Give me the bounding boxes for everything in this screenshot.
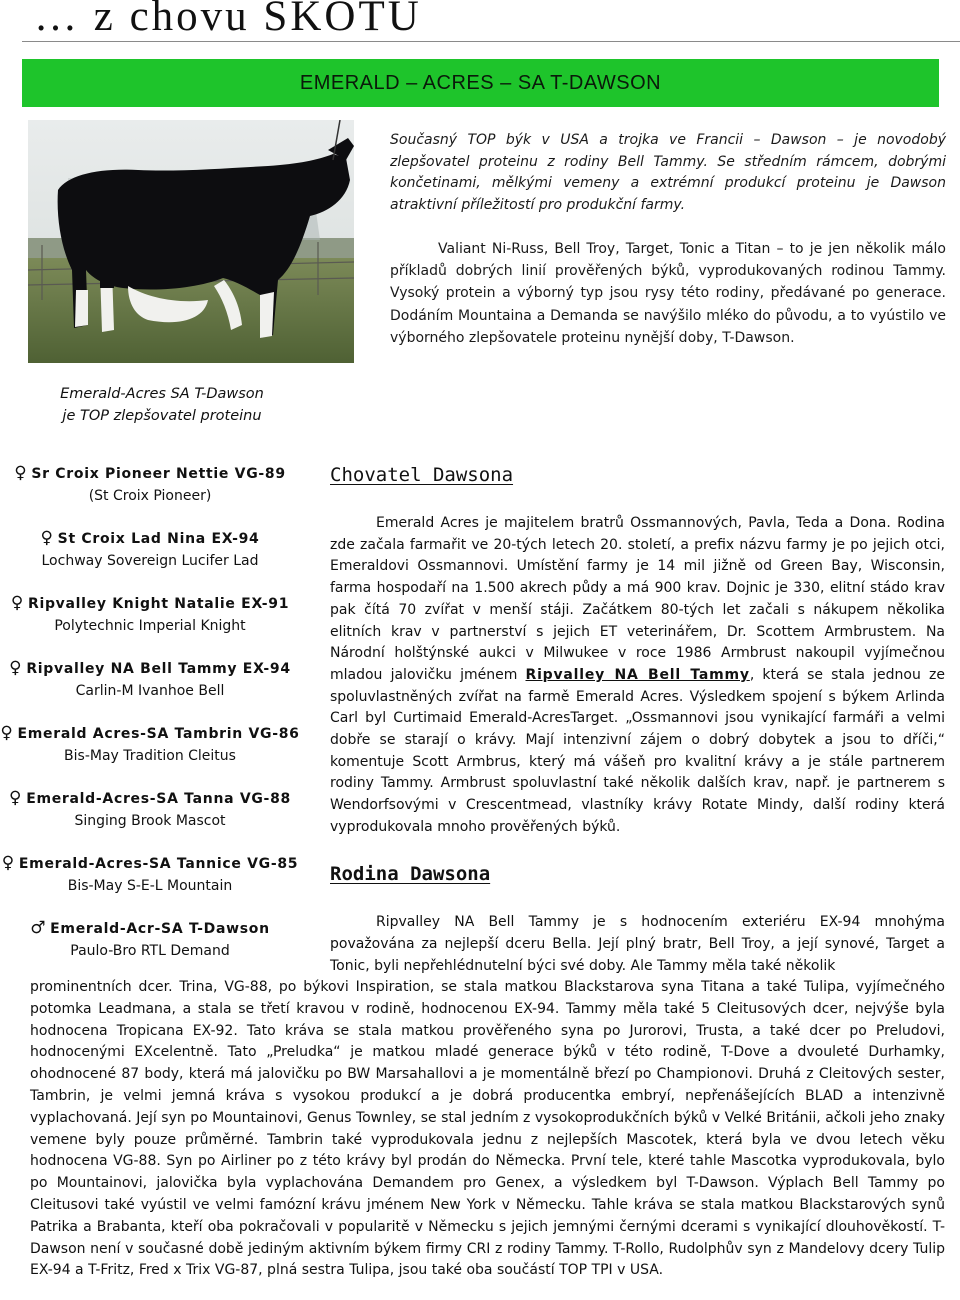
rodina-heading: Rodina Dawsona: [330, 863, 491, 885]
female-symbol-icon: ♀: [9, 658, 23, 678]
pedigree-entry: [0, 462, 300, 507]
female-symbol-icon: ♀: [14, 463, 28, 483]
pedigree-animal-name: Ripvalley NA Bell Tammy EX-94: [26, 661, 291, 677]
pedigree-animal-name: Sr Croix Pioneer Nettie VG-89: [31, 466, 286, 482]
male-symbol-icon: ♂: [30, 918, 47, 938]
pedigree-entry: [0, 657, 300, 702]
ripvalley-bell-tammy-highlight: Ripvalley NA Bell Tammy: [525, 666, 750, 683]
pedigree-animal-name: St Croix Lad Nina EX-94: [57, 531, 260, 547]
female-symbol-icon: ♀: [0, 723, 14, 743]
photo-caption: [22, 384, 302, 427]
pedigree-animal-name: Ripvalley Knight Natalie EX-91: [27, 596, 290, 612]
pedigree-sire: (St Croix Pioneer): [88, 488, 212, 504]
pedigree-animal-name: Emerald-Acres-SA Tanna VG-88: [26, 791, 291, 807]
female-symbol-icon: ♀: [10, 593, 24, 613]
pedigree-sire: Singing Brook Mascot: [74, 813, 226, 829]
rodina-text-right: Ripvalley NA Bell Tammy je s hodnocením exteriéru EX-94 mnohýma považována za nejlepší dceru Bella. Její plný bratr, Bell Troy, a její synové, Target a Tonic, byli nepřehlédnutelní býci své doby. Ale Tammy měla také několik: [330, 914, 945, 974]
pedigree-entry: [0, 722, 300, 767]
chovatel-heading: Chovatel Dawsona: [330, 464, 514, 486]
pedigree-animal-name: Emerald-Acres-SA Tannice VG-85: [18, 856, 299, 872]
female-symbol-icon: ♀: [9, 788, 23, 808]
chovatel-paragraph: [330, 513, 945, 839]
family-paragraph: [390, 238, 946, 349]
pedigree-entry: [0, 917, 300, 962]
caption-line-1: Emerald-Acres SA T-Dawson: [60, 386, 264, 402]
female-symbol-icon: ♀: [40, 528, 54, 548]
pedigree-sire: Paulo-Bro RTL Demand: [70, 943, 230, 959]
chovatel-text-start: Emerald Acres je majitelem bratrů Ossmannových, Pavla, Teda a Dona. Rodina zde začala farmařit ve 20-tých letech 20. století, a prefix názvu farmy je po jejich otci, Emeraldovi Ossmannovi. Umístění farmy je 14 mil jižně od Green Bay, Wisconsin, farma hospodaří na 1.500 akrech půdy a má 900 krav. Dojnic je 330, elitní stádo krav pak čítá 70 zvířat v menší stáji. Začátkem 80-tých let začali s nákupem několika elitních krav v partnerství s jejich ET veterinářem, Dr. Scottem Armbrustem. Na Národní holštýnské aukci v Milwukee v roce 1986 Armbrust nakoupil vyjímečnou mladou jalovičku jménem: [330, 515, 945, 683]
chovatel-text-end: , která se stala jednou ze spoluvlastněných zvířat na farmě Emerald Acres. Výsledkem spojení s býkem Arlinda Carl byl Curtimaid Emerald-AcresTarget. „Ossmannovi jsou vynikající farmáři a velmi dobře se starají o krávy. Mají intenzivní zájem o dobrý dobytek a jsou to dříči,“ komentuje Scott Armbrus, který má vášeň pro kvalitní krávy a je stále partnerem rodiny Tammy. Armbrust spoluvlastní také několik dalších krav, např. je partnerem s Wendorfsovými v Crescentmead, vlastníky krávy Rotate Mindy, další rodiny která vyprodukovala mnoho prověřených býků.: [330, 666, 945, 835]
pedigree-sire: Bis-May Tradition Cleitus: [64, 748, 236, 764]
pedigree-sire: Lochway Sovereign Lucifer Lad: [41, 553, 259, 569]
pedigree-sire: Bis-May S-E-L Mountain: [67, 878, 233, 894]
title-banner: [22, 59, 939, 107]
pedigree-entry: [0, 787, 300, 832]
caption-line-2: je TOP zlepšovatel proteinu: [62, 407, 262, 424]
family-paragraph-text: Valiant Ni-Russ, Bell Troy, Target, Tonic a Titan – to je jen několik málo příkladů dobrých linií prověřených býků, vyprodukovaných rodinou Tammy. Vysoký protein a výborný typ jsou rysy této rodiny, předávané po generace. Dodáním Mountaina a Demanda se navýšilo mléko do původu, a to vyústilo ve výborného zlepšovatele proteinu nynější doby, T-Dawson.: [390, 241, 946, 346]
header-divider: [22, 41, 960, 42]
cow-photo: [28, 120, 354, 363]
pedigree-animal-name: Emerald Acres-SA Tambrin VG-86: [17, 726, 300, 742]
pedigree-sire: Polytechnic Imperial Knight: [54, 618, 246, 634]
pedigree-entry: [0, 852, 300, 897]
bull-name-title: EMERALD – ACRES – SA T-DAWSON: [299, 71, 662, 94]
page-header-title: … z chovu SKOTU: [34, 0, 422, 40]
rodina-paragraph-continued: prominentních dcer. Trina, VG-88, po býkovi Inspiration, se stala matkou Blackstarova syna Titana a také Tulipa, vyjímečného potomka Leadmana, a stala se třetí kravou v rodině, hodnocenou EX-94. Tammy měla také 5 Cleitusových dcer, nejvýše byla hodnocena Tropicana EX-92. Tato kráva se stala matkou prověřeného syna po Jurorovi, Trusta, a také dcer po Preludovi, hodnocenými EXcelentně. Tato „Preludka“ je matkou mladé generace býků v této rodině, T-Dove a dvouleté Durhamky, ohodnocené 87 body, která má jalovičku po BW Marsahallovi a je momentálně březí po Championovi. Druhá z Cleitových sester, Tambrin, je velmi jemná kráva s vysokou produkcí a je dobrá producentka embryí, nepřenášejících BLAD a intenzivně vyplachovaná. Její syn po Mountainovi, Genus Townley, se stal jedním z vysokoprodukčních býků v Velké Británii, ačkoli jeho znaky vemene byly pouze průměrné. Tambrin také vyprodukovala jednu z nejlepších Mascotek, která byla ve dvou letech věku hodnocena VG-88. Syn po Airliner po z této krávy byl prodán do Německa. První tele, které tahle Mascotka vyprodukovala, bylo po Mountainovi, jalovička byla vyplachována Demandem pro Genex, a výsledkem byl T-Dawson. Výplach Bell Tammy po Cleitusovi také vyústil ve velmi famózní krávu jménem New York v Německu. Tahle kráva se stala matkou Blackstarových synů Patrika a Brabanta, kteří oba pokračovali v popularitě v Německu s jejich jemnými černými dcerami s vynikající dlouhověkostí. T-Dawson není v současné době jediným aktivním býkem firmy CRI z rodiny Tammy. T-Rollo, Rudolphův syn z Mandelovy dcery Tulip EX-94 a T-Fritz, Fred x Trix VG-87, plná sestra Tulipa, jsou také oba součástí TOP TPI v USA.: [30, 979, 945, 1279]
rodina-paragraph-start: [330, 912, 945, 977]
intro-paragraph: Současný TOP býk v USA a trojka ve Francii – Dawson – je novodobý zlepšovatel proteinu z rodiny Bell Tammy. Se středním rámcem, dobrými končetinami, mělkými vemeny a extrémní produkcí proteinu je Dawson atraktivní příležitostí pro produkční farmy.: [390, 132, 946, 213]
female-symbol-icon: ♀: [1, 853, 15, 873]
pedigree-sire: Carlin-M Ivanhoe Bell: [75, 683, 225, 699]
pedigree-animal-name: Emerald-Acr-SA T-Dawson: [50, 921, 270, 937]
pedigree-entry: [0, 527, 300, 572]
pedigree-entry: [0, 592, 300, 637]
